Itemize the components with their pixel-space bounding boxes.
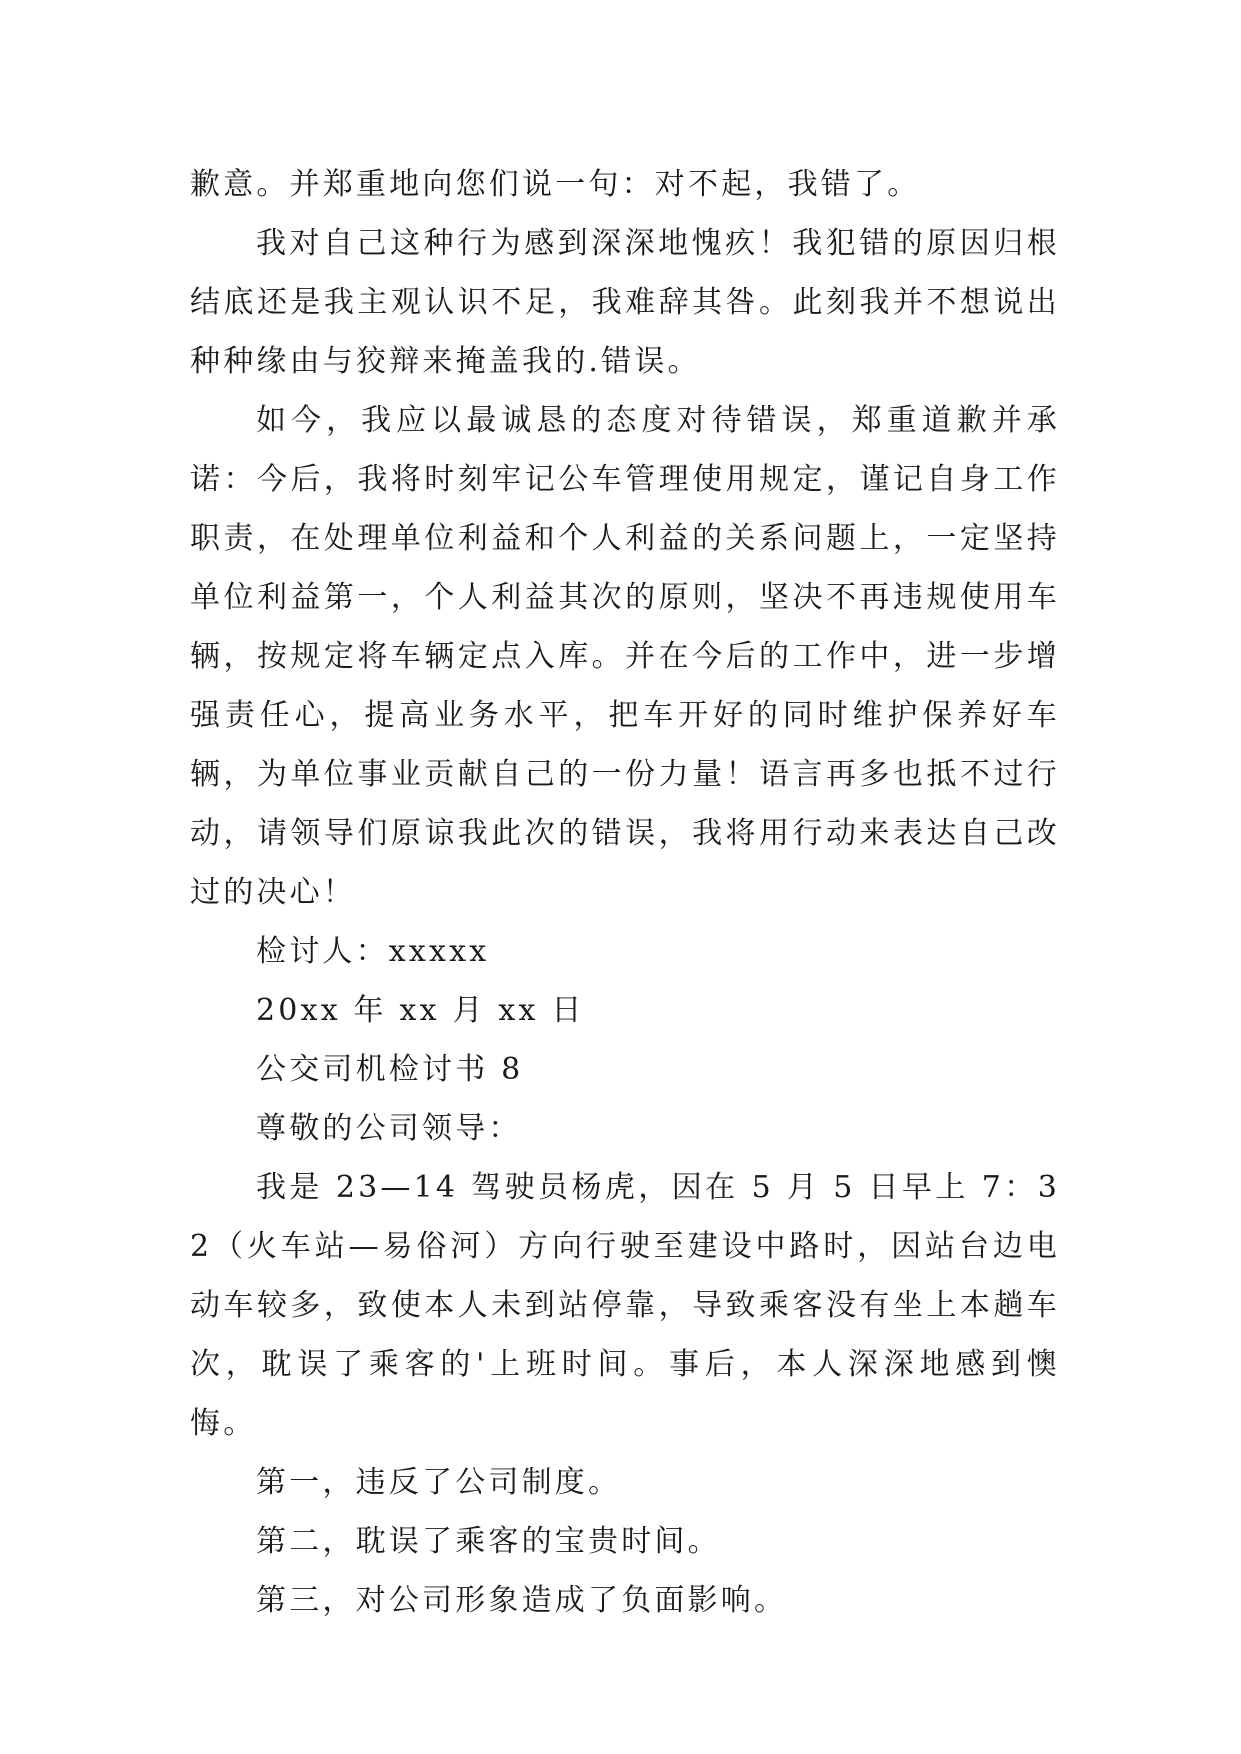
list-item-first: 第一，违反了公司制度。: [256, 1465, 622, 1500]
signature-line: 检讨人：xxxxx: [256, 934, 490, 969]
document-body: [190, 155, 1060, 1630]
paragraph-remorse: 我对自己这种行为感到深深地愧疚！我犯错的原因归根结底还是我主观认识不足，我难辞其咎。此刻我并不想说出种种缘由与狡辩来掩盖我的.错误。: [190, 226, 1060, 379]
salutation: 尊敬的公司领导：: [256, 1111, 522, 1146]
section-title: 公交司机检讨书 8: [256, 1052, 524, 1087]
list-item-second: 第二，耽误了乘客的宝贵时间。: [256, 1524, 721, 1559]
paragraph-commitment: 如今，我应以最诚恳的态度对待错误，郑重道歉并承诺：今后，我将时刻牢记公车管理使用规定，谨记自身工作职责，在处理单位利益和个人利益的关系问题上，一定坚持单位利益第一，个人利益其次的原则，坚决不再违规使用车辆，按规定将车辆定点入库。并在今后的工作中，进一步增强责任心，提高业务水平，把车开好的同时维护保养好车辆，为单位事业贡献自己的一份力量！语言再多也抵不过行动，请领导们原谅我此次的错误，我将用行动来表达自己改过的决心！: [190, 403, 1060, 910]
list-item-third: 第三，对公司形象造成了负面影响。: [256, 1583, 788, 1618]
paragraph-apology-end: 歉意。并郑重地向您们说一句：对不起，我错了。: [190, 167, 921, 202]
date-line: 20xx 年 xx 月 xx 日: [256, 993, 585, 1028]
paragraph-incident: 我是 23—14 驾驶员杨虎，因在 5 月 5 日早上 7：32（火车站—易俗河）方向行驶至建设中路时，因站台边电动车较多，致使本人未到站停靠，导致乘客没有坐上本趟车次，耽误了乘客的'上班时间。事后，本人深深地感到懊悔。: [190, 1170, 1060, 1441]
